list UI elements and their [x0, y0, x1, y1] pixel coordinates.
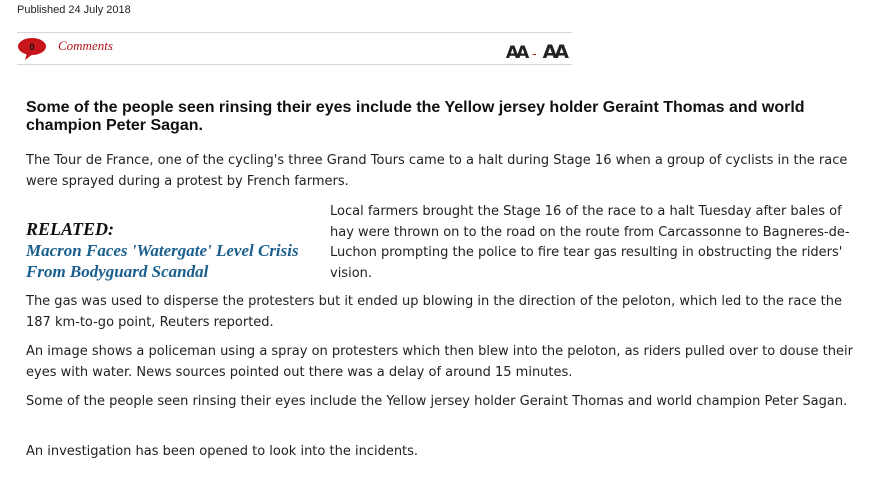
- article-headline: Some of the people seen rinsing their eyes include the Yellow jersey holder Geraint Thomas and world champion Peter Sagan.: [26, 99, 805, 134]
- article-toolbar: [17, 32, 572, 65]
- article-paragraph: An image shows a policeman using a spray on protesters which then blew into the peloton, as riders pulled over to douse their eyes with water. News sources pointed out there was a delay of around 15 minutes.: [26, 344, 853, 380]
- comments-link[interactable]: Comments: [58, 38, 113, 53]
- article-paragraph: Some of the people seen rinsing their eyes include the Yellow jersey holder Geraint Thomas and world champion Peter Sagan.: [26, 394, 848, 409]
- article-paragraph: The gas was used to disperse the protesters but it ended up blowing in the direction of the peloton, which led to the race the 187 km-to-go point, Reuters reported.: [26, 294, 842, 330]
- article-paragraph: Local farmers brought the Stage 16 of the race to a halt Tuesday after bales of hay were thrown on to the road on the route from Carcassonne to Bagneres-de-Luchon prompting the police to fire tear gas resulting in obstructing the riders' vision.: [330, 204, 850, 281]
- increase-font-button[interactable]: AA: [542, 41, 566, 63]
- related-article-link[interactable]: Macron Faces 'Watergate' Level Crisis From Bodyguard Scandal: [26, 241, 299, 281]
- related-box: [26, 219, 321, 282]
- comment-count: 0: [29, 42, 35, 52]
- article-paragraph: An investigation has been opened to look into the incidents.: [26, 444, 419, 459]
- article-paragraph: The Tour de France, one of the cycling's three Grand Tours came to a halt during Stage 16 when a group of cyclists in the race were sprayed during a protest by French farmers.: [26, 153, 848, 189]
- published-date: Published 24 July 2018: [17, 4, 131, 16]
- decrease-font-button[interactable]: AA: [505, 43, 527, 63]
- speech-bubble-icon[interactable]: [17, 37, 47, 61]
- font-size-controls: [506, 42, 566, 62]
- font-control-separator: -: [532, 47, 537, 61]
- related-label: RELATED:: [26, 219, 115, 239]
